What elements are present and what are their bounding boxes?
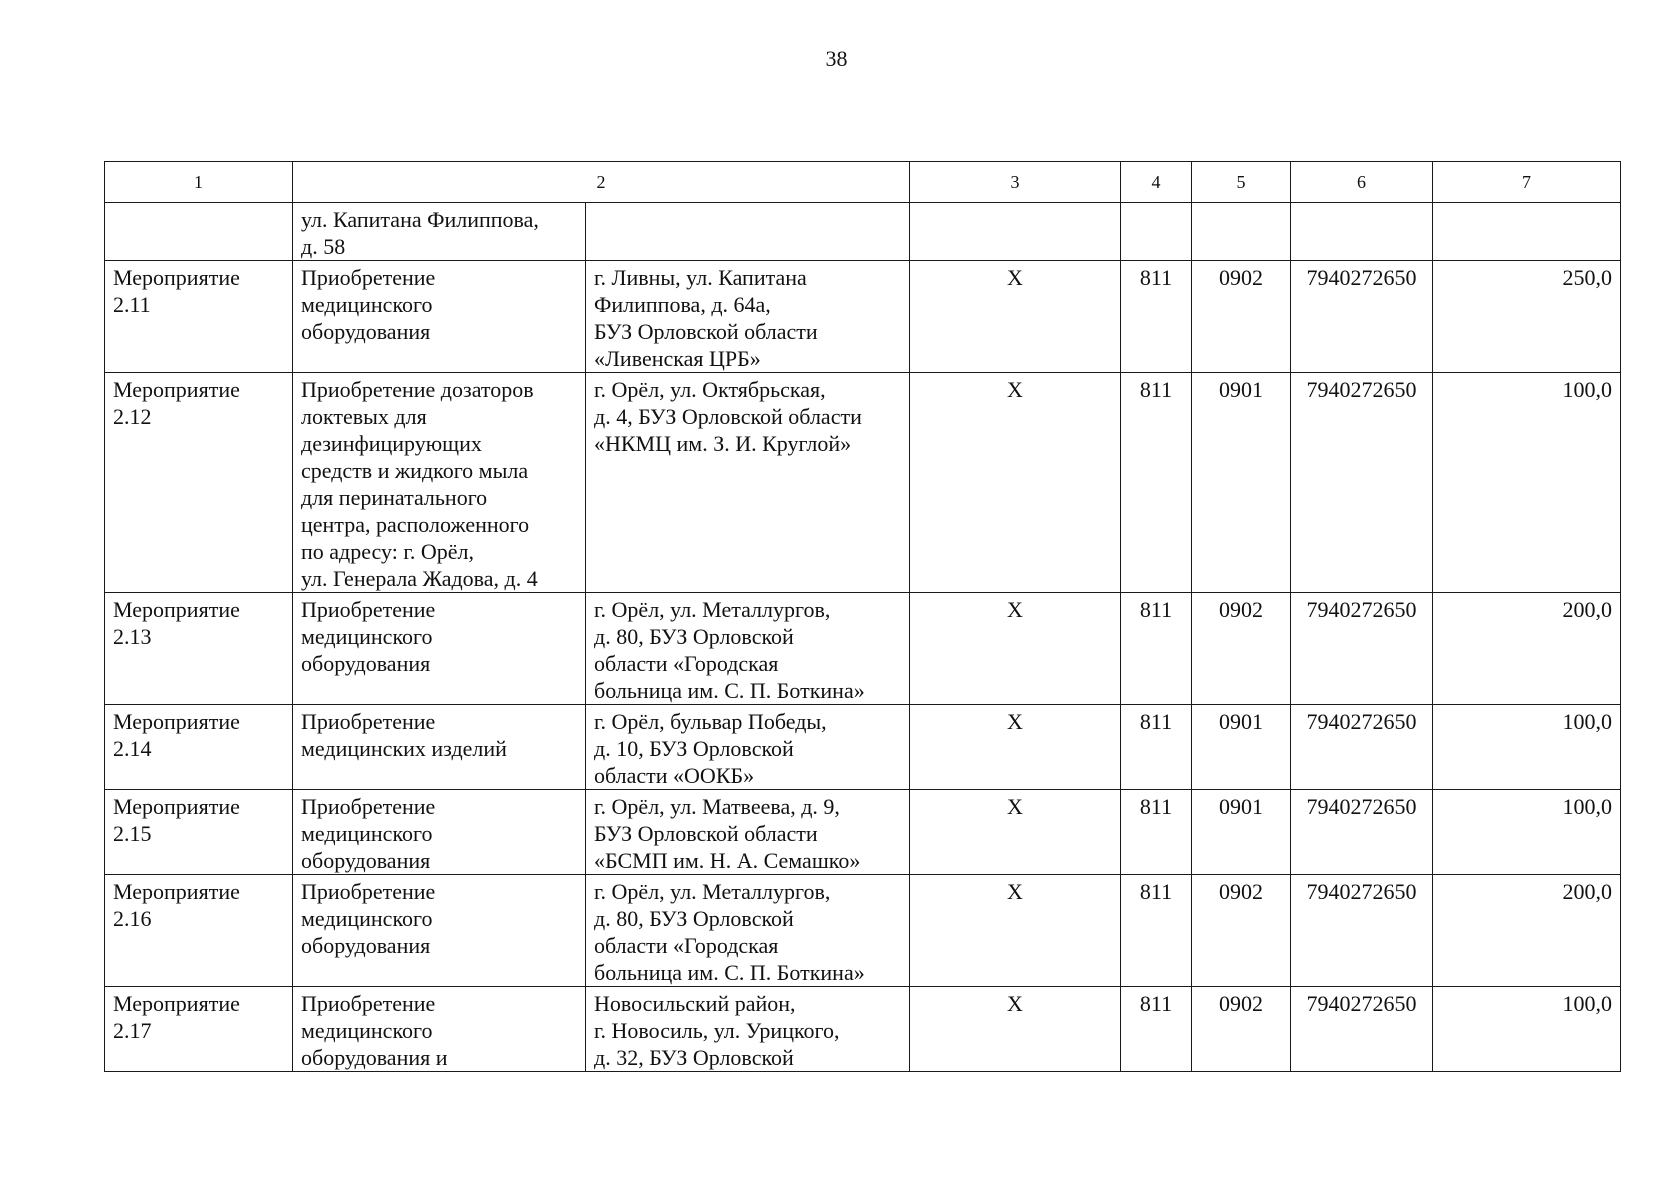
description-cell: Приобретение медицинского оборудования (293, 875, 586, 987)
col4-cell: 811 (1121, 373, 1192, 593)
address-cell: г. Орёл, ул. Октябрьская, д. 4, БУЗ Орловской области «НКМЦ им. З. И. Круглой» (586, 373, 910, 593)
event-cell: Мероприятие 2.17 (105, 987, 293, 1072)
header-col-4: 4 (1121, 162, 1192, 203)
description-cell: Приобретение медицинского оборудования (293, 261, 586, 373)
col4-cell: 811 (1121, 987, 1192, 1072)
col4-cell: 811 (1121, 261, 1192, 373)
col6-cell: 7940272650 (1291, 373, 1433, 593)
description-cell: Приобретение медицинских изделий (293, 705, 586, 790)
col4-cell: 811 (1121, 790, 1192, 875)
table-row (105, 593, 1621, 705)
description-cell: Приобретение медицинского оборудования (293, 790, 586, 875)
col6-cell: 7940272650 (1291, 593, 1433, 705)
col7-cell: 100,0 (1433, 790, 1621, 875)
address-cell: г. Орёл, ул. Матвеева, д. 9, БУЗ Орловской области «БСМП им. Н. А. Семашко» (586, 790, 910, 875)
col7-cell: 100,0 (1433, 373, 1621, 593)
col6-cell: 7940272650 (1291, 261, 1433, 373)
header-col-3: 3 (910, 162, 1121, 203)
col5-cell: 0902 (1192, 875, 1291, 987)
event-cell: Мероприятие 2.14 (105, 705, 293, 790)
event-cell: Мероприятие 2.15 (105, 790, 293, 875)
table-row (105, 987, 1621, 1072)
col6-cell: 7940272650 (1291, 705, 1433, 790)
address-cell: г. Орёл, ул. Металлургов, д. 80, БУЗ Орловской области «Городская больница им. С. П. Боткина» (586, 875, 910, 987)
col5-cell: 0901 (1192, 705, 1291, 790)
table-row (105, 790, 1621, 875)
continuation-row (105, 203, 1621, 261)
col4-cell (1121, 203, 1192, 261)
col6-cell: 7940272650 (1291, 987, 1433, 1072)
header-col-1: 1 (105, 162, 293, 203)
col3-cell (910, 203, 1121, 261)
col4-cell: 811 (1121, 875, 1192, 987)
col7-cell: 100,0 (1433, 705, 1621, 790)
table-row (105, 261, 1621, 373)
address-cell: г. Ливны, ул. Капитана Филиппова, д. 64а, БУЗ Орловской области «Ливенская ЦРБ» (586, 261, 910, 373)
col4-cell: 811 (1121, 593, 1192, 705)
col5-cell: 0901 (1192, 373, 1291, 593)
description-cell: Приобретение медицинского оборудования (293, 593, 586, 705)
col6-cell (1291, 203, 1433, 261)
col6-cell: 7940272650 (1291, 875, 1433, 987)
budget-table (104, 161, 1621, 1072)
col3-cell: Х (910, 705, 1121, 790)
header-col-5: 5 (1192, 162, 1291, 203)
event-cell: Мероприятие 2.11 (105, 261, 293, 373)
page-number: 38 (825, 46, 848, 71)
header-col-7: 7 (1433, 162, 1621, 203)
description-cell: ул. Капитана Филиппова, д. 58 (293, 203, 586, 261)
event-cell: Мероприятие 2.12 (105, 373, 293, 593)
col3-cell: Х (910, 593, 1121, 705)
col6-cell: 7940272650 (1291, 790, 1433, 875)
description-cell: Приобретение медицинского оборудования и (293, 987, 586, 1072)
table-row (105, 705, 1621, 790)
event-cell: Мероприятие 2.13 (105, 593, 293, 705)
address-cell (586, 203, 910, 261)
col5-cell: 0902 (1192, 987, 1291, 1072)
col3-cell: Х (910, 987, 1121, 1072)
col3-cell: Х (910, 373, 1121, 593)
col7-cell: 250,0 (1433, 261, 1621, 373)
col5-cell: 0902 (1192, 261, 1291, 373)
event-cell (105, 203, 293, 261)
col3-cell: Х (910, 261, 1121, 373)
table-row (105, 875, 1621, 987)
address-cell: г. Орёл, бульвар Победы, д. 10, БУЗ Орловской области «ООКБ» (586, 705, 910, 790)
header-col-6: 6 (1291, 162, 1433, 203)
col5-cell: 0901 (1192, 790, 1291, 875)
col4-cell: 811 (1121, 705, 1192, 790)
address-cell: г. Орёл, ул. Металлургов, д. 80, БУЗ Орловской области «Городская больница им. С. П. Боткина» (586, 593, 910, 705)
col7-cell: 200,0 (1433, 593, 1621, 705)
address-cell: Новосильский район, г. Новосиль, ул. Урицкого, д. 32, БУЗ Орловской (586, 987, 910, 1072)
description-cell: Приобретение дозаторов локтевых для дезинфицирующих средств и жидкого мыла для перинатального центра, расположенного по адресу: г. Орёл, ул. Генерала Жадова, д. 4 (293, 373, 586, 593)
table-row (105, 373, 1621, 593)
col7-cell: 200,0 (1433, 875, 1621, 987)
col3-cell: Х (910, 790, 1121, 875)
header-row (105, 162, 1621, 203)
col7-cell: 100,0 (1433, 987, 1621, 1072)
col7-cell (1433, 203, 1621, 261)
col3-cell: Х (910, 875, 1121, 987)
event-cell: Мероприятие 2.16 (105, 875, 293, 987)
col5-cell: 0902 (1192, 593, 1291, 705)
header-col-2: 2 (293, 162, 910, 203)
col5-cell (1192, 203, 1291, 261)
